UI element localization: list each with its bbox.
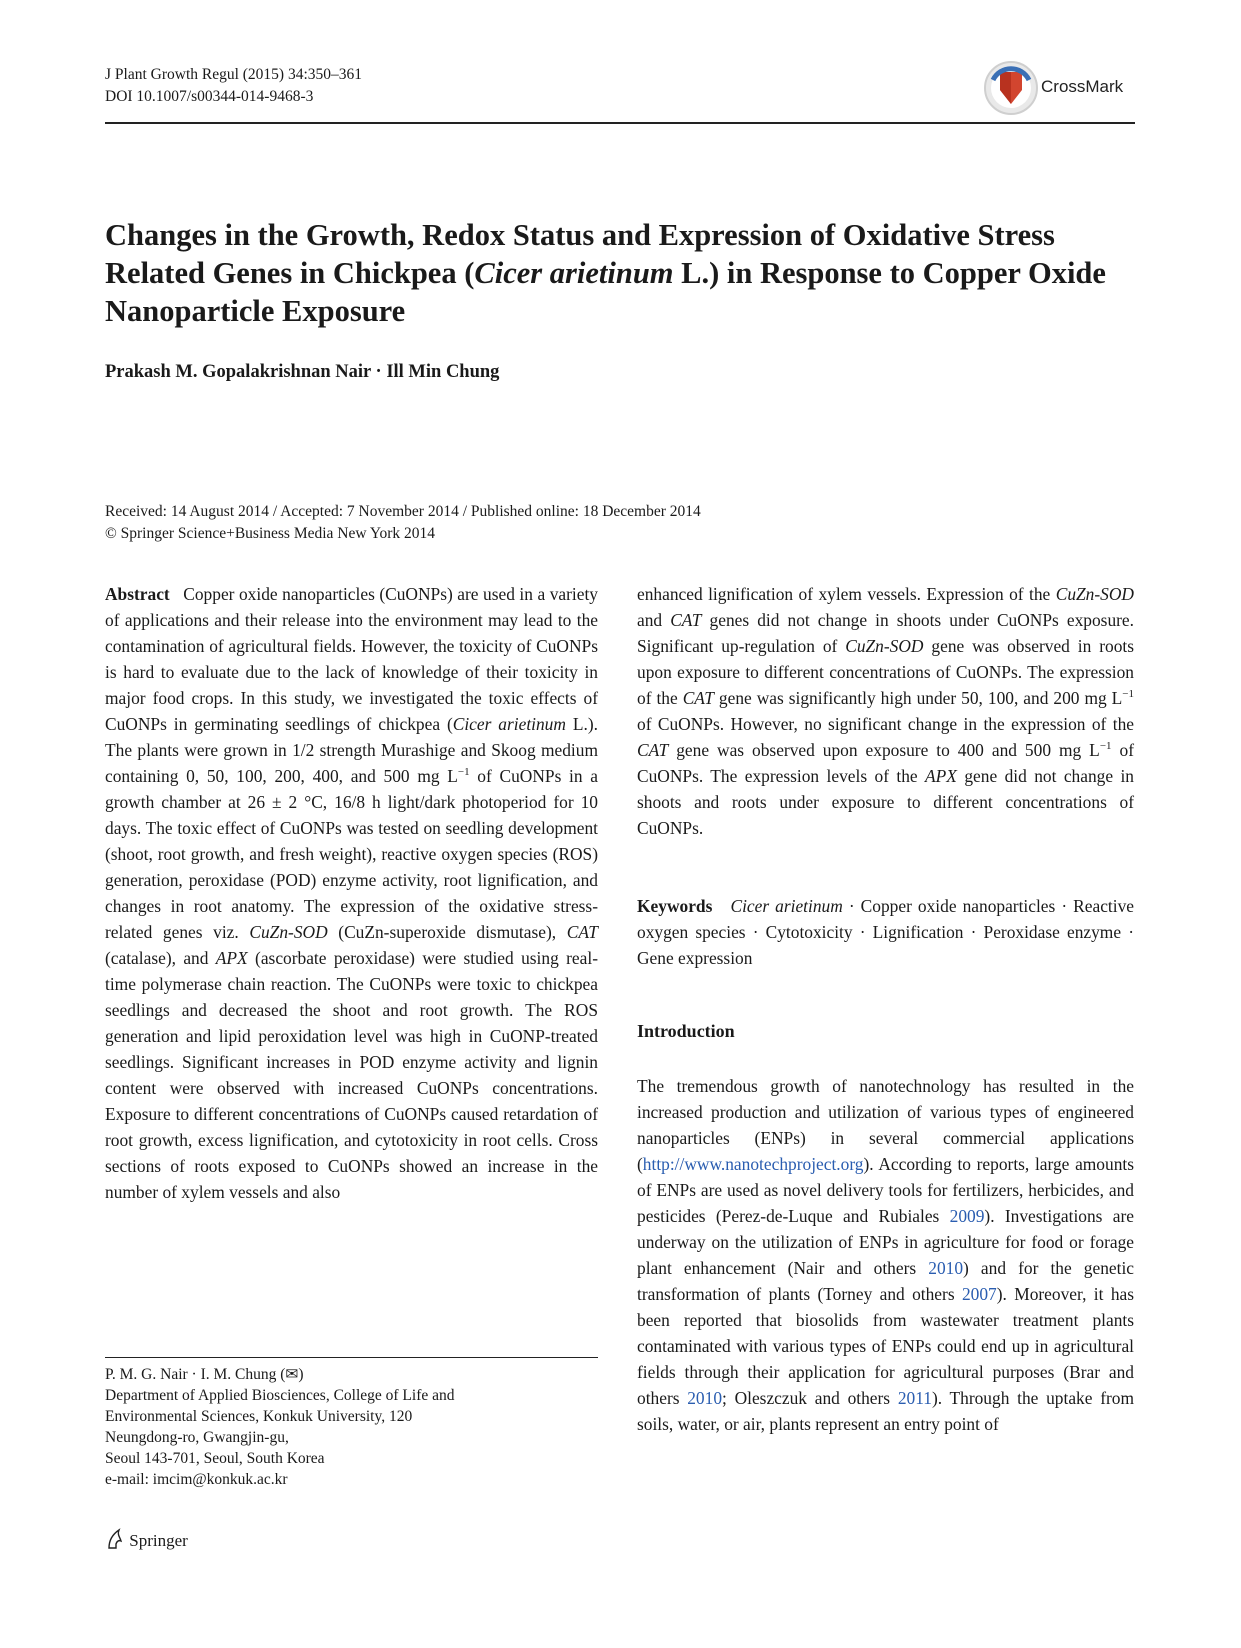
copyright-line: © Springer Science+Business Media New York 2014 (105, 525, 436, 542)
affiliation-names: P. M. G. Nair · I. M. Chung (✉) (105, 1366, 304, 1383)
citation-link[interactable]: 2010 (928, 1258, 964, 1278)
article-title: Changes in the Growth, Redox Status and Expression of Oxidative Stress Related Genes in Chickpea (Cicer arietinum L.) in Response to Copper Oxide Nanoparticle Exposure (105, 218, 1106, 328)
affiliation-email: e-mail: imcim@konkuk.ac.kr (105, 1471, 288, 1488)
affiliation-line: Department of Applied Biosciences, College of Life and (105, 1387, 455, 1404)
abstract-heading: Abstract (105, 584, 170, 604)
citation-link[interactable]: 2010 (687, 1388, 723, 1408)
affiliation-line: Seoul 143-701, Seoul, South Korea (105, 1450, 325, 1467)
citation-link[interactable]: 2007 (961, 1284, 997, 1304)
affiliation-line: Neungdong-ro, Gwangjin-gu, (105, 1429, 289, 1446)
publisher-name: Springer (129, 1531, 188, 1550)
abstract: Abstract Copper oxide nanoparticles (CuONPs) are used in a variety of applications and their release into the environment may lead to the contamination of agricultural fields. However, the toxicity of CuONPs is hard to evaluate due to the lack of knowledge of their toxicity in major food crops. In this study, we investigated the toxic effects of CuONPs in germinating seedlings of chickpea (Cicer arietinum L.). The plants were grown in 1/2 strength Murashige and Skoog medium containing 0, 50, 100, 200, 400, and 500 mg $L^{-1}$ of CuONPs in a growth chamber at 26 ± 2 °C, 16/8 h light/dark photoperiod for 10 days. The toxic effect of CuONPs was tested on seedling development (shoot, root growth, and fresh weight), reactive oxygen species (ROS) generation, peroxidase (POD) enzyme activity, root lignification, and changes in root anatomy. The expression of the oxidative stress-related genes viz. CuZn-SOD (CuZn-superoxide dismutase), CAT (catalase), and APX (ascorbate peroxidase) were studied using real-time polymerase chain reaction. The CuONPs were toxic to chickpea seedlings and decreased the shoot and root growth. The ROS generation and lipid peroxidation level was high in CuONP-treated seedlings. Significant increases in POD enzyme activity and lignin content were observed with increased CuONPs concentrations. Exposure to different concentrations of CuONPs caused retardation of root growth, excess lignification, and cytotoxicity in root cells. Cross sections of roots exposed to CuONPs showed an increase in the number of xylem vessels and also (105, 584, 598, 1202)
journal-header (105, 64, 362, 108)
springer-horse-icon (105, 1528, 125, 1550)
publication-dates (105, 501, 701, 545)
crossmark-icon (983, 60, 1039, 116)
affiliation-line: Environmental Sciences, Konkuk University, 120 (105, 1408, 413, 1425)
introduction-heading: Introduction (637, 1021, 735, 1041)
header-rule (105, 122, 1135, 124)
crossmark-label: CrossMark (1041, 77, 1124, 96)
nanotech-link[interactable]: http://www.nanotechproject.org (642, 1154, 864, 1174)
crossmark-badge[interactable] (983, 60, 1133, 116)
dates-line: Received: 14 August 2014 / Accepted: 7 November 2014 / Published online: 18 December 2014 (105, 503, 701, 520)
keywords: Keywords Cicer arietinum · Copper oxide nanoparticles · Reactive oxygen species · Cytotoxicity · Lignification · Peroxidase enzyme · Gene expression (637, 896, 1134, 968)
envelope-icon: ✉ (285, 1366, 299, 1383)
abstract-continued: enhanced lignification of xylem vessels. Expression of the CuZn-SOD and CAT genes did not change in shoots under CuONPs exposure. Significant up-regulation of CuZn-SOD gene was observed in roots upon exposure to different concentrations of CuONPs. The expression of the CAT gene was significantly high under 50, 100, and 200 mg $L^{-1}$ of CuONPs. However, no significant change in the expression of the CAT gene was observed upon exposure to 400 and 500 mg $L^{-1}$ of CuONPs. The expression levels of the APX gene did not change in shoots and roots under exposure to different concentrations of CuONPs. (637, 584, 1135, 838)
keywords-heading: Keywords (637, 896, 713, 916)
introduction-text: The tremendous growth of nanotechnology has resulted in the increased production and utilization of various types of engineered nanoparticles (ENPs) in several commercial applications (http://www.nanotechproject.org). According to reports, large amounts of ENPs are used as novel delivery tools for fertilizers, herbicides, and pesticides (Perez-de-Luque and Rubiales 2009). Investigations are underway on the utilization of ENPs in agriculture for food or forage plant enhancement (Nair and others 2010) and for the genetic transformation of plants (Torney and others 2007). Moreover, it has been reported that biosolids from wastewater treatment plants contaminated with various types of ENPs could end up in agricultural fields through their application for agricultural purposes (Brar and others 2010; Oleszczuk and others 2011). Through the uptake from soils, water, or air, plants represent an entry point of (637, 1076, 1135, 1434)
journal-citation: J Plant Growth Regul (2015) 34:350–361 (105, 66, 363, 83)
affiliation-rule (105, 1357, 598, 1358)
doi: DOI 10.1007/s00344-014-9468-3 (105, 88, 314, 105)
citation-link[interactable]: 2009 (949, 1206, 985, 1226)
citation-link[interactable]: 2011 (897, 1388, 932, 1408)
affiliation (105, 1364, 455, 1490)
publisher-footer (105, 1528, 188, 1551)
authors: Prakash M. Gopalakrishnan Nair · Ill Min Chung (105, 362, 500, 382)
